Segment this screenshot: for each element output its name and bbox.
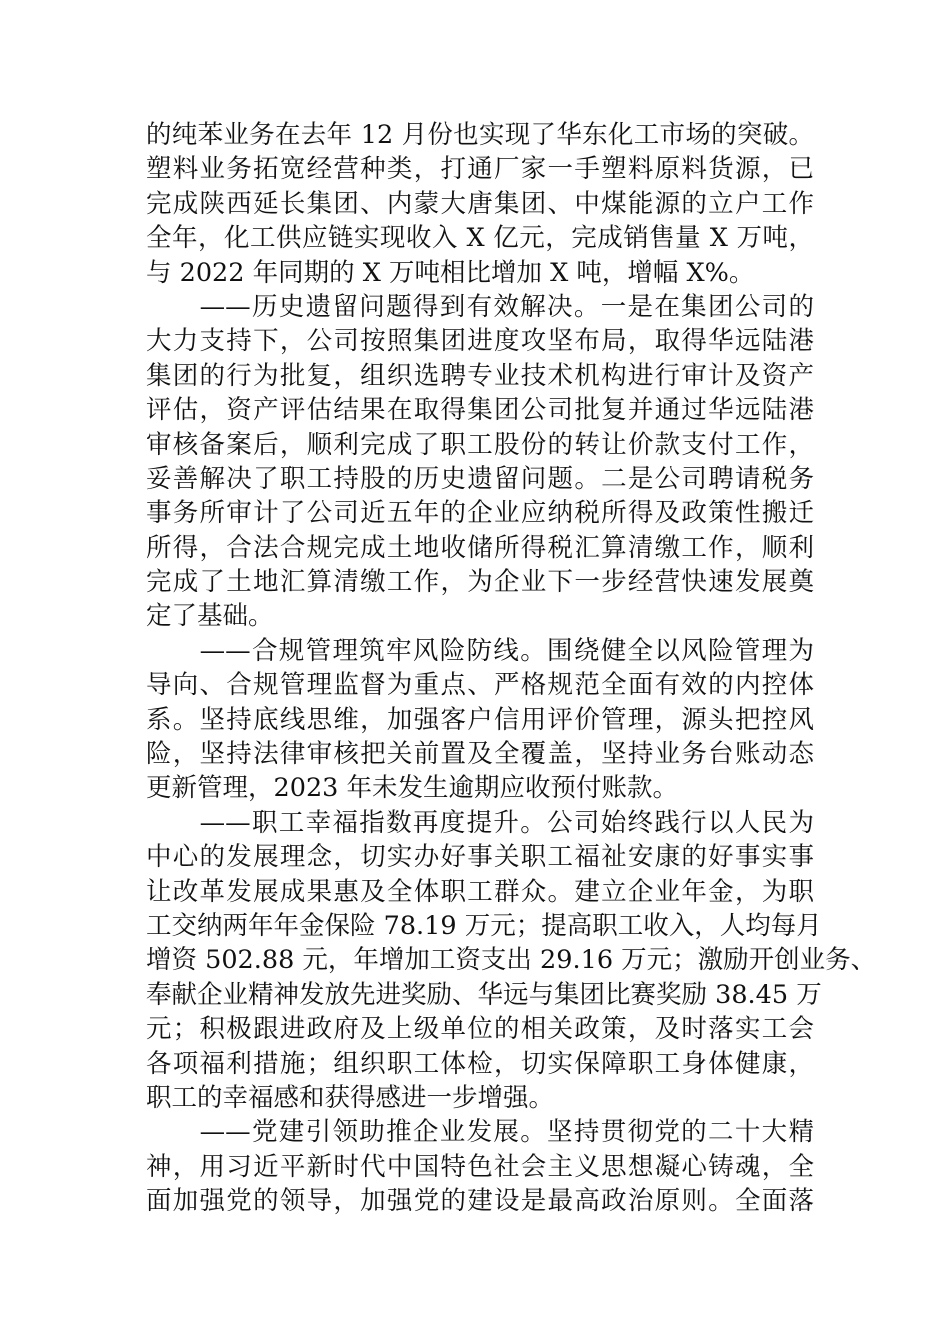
text-line: 各项福利措施；组织职工体检，切实保障职工身体健康， (146, 1048, 814, 1079)
text-line: 完成陕西延长集团、内蒙大唐集团、中煤能源的立户工作 (146, 188, 814, 219)
text-line: 奉献企业精神发放先进奖励、华远与集团比赛奖励 38.45 万 (146, 979, 822, 1010)
text-line: ——党建引领助推企业发展。坚持贯彻党的二十大精 (146, 1117, 814, 1148)
text-line: 的纯苯业务在去年 12 月份也实现了华东化工市场的突破。 (146, 120, 814, 150)
text-line: 元；积极跟进政府及上级单位的相关政策，及时落实工会 (146, 1014, 814, 1045)
text-line: 完成了土地汇算清缴工作，为企业下一步经营快速发展奠 (146, 567, 814, 598)
text-line: 中心的发展理念，切实办好事关职工福祉安康的好事实事 (146, 842, 814, 873)
text-line: ——职工幸福指数再度提升。公司始终践行以人民为 (146, 807, 814, 838)
text-line: 神，用习近平新时代中国特色社会主义思想凝心铸魂，全 (146, 1151, 814, 1182)
text-line: 定了基础。 (146, 601, 274, 632)
body-text (146, 118, 877, 1219)
text-line: ——合规管理筑牢风险防线。围绕健全以风险管理为 (146, 635, 814, 666)
text-line: ——历史遗留问题得到有效解决。一是在集团公司的 (146, 291, 814, 322)
text-line: 导向、合规管理监督为重点、严格规范全面有效的内控体 (146, 670, 814, 701)
text-line: 评估，资产评估结果在取得集团公司批复并通过华远陆港 (146, 395, 814, 426)
text-line: 塑料业务拓宽经营种类，打通厂家一手塑料原料货源，已 (146, 154, 814, 185)
text-line: 全年，化工供应链实现收入 X 亿元，完成销售量 X 万吨， (146, 223, 814, 254)
text-line: 险，坚持法律审核把关前置及全覆盖，坚持业务台账动态 (146, 739, 814, 770)
text-line: 职工的幸福感和获得感进一步增强。 (146, 1082, 555, 1113)
text-line: 妥善解决了职工持股的历史遗留问题。二是公司聘请税务 (146, 463, 814, 494)
text-line: 增资 502.88 元，年增加工资支出 29.16 万元；激励开创业务、 (146, 945, 877, 976)
text-line: 让改革发展成果惠及全体职工群众。建立企业年金，为职 (146, 876, 814, 907)
text-line: 审核备案后，顺利完成了职工股份的转让价款支付工作， (146, 429, 814, 460)
text-line: 事务所审计了公司近五年的企业应纳税所得及政策性搬迁 (146, 498, 814, 529)
text-line: 大力支持下，公司按照集团进度攻坚布局，取得华远陆港 (146, 326, 814, 357)
text-line: 与 2022 年同期的 X 万吨相比增加 X 吨，增幅 X%。 (146, 257, 755, 288)
text-line: 系。坚持底线思维，加强客户信用评价管理，源头把控风 (146, 704, 814, 735)
text-line: 集团的行为批复，组织选聘专业技术机构进行审计及资产 (146, 360, 814, 391)
text-line: 更新管理，2023 年未发生逾期应收预付账款。 (146, 773, 679, 804)
text-line: 所得，合法合规完成土地收储所得税汇算清缴工作，顺利 (146, 532, 814, 563)
text-line: 工交纳两年年金保险 78.19 万元；提高职工收入，人均每月 (146, 910, 822, 941)
text-line: 面加强党的领导，加强党的建设是最高政治原则。全面落 (146, 1186, 814, 1217)
